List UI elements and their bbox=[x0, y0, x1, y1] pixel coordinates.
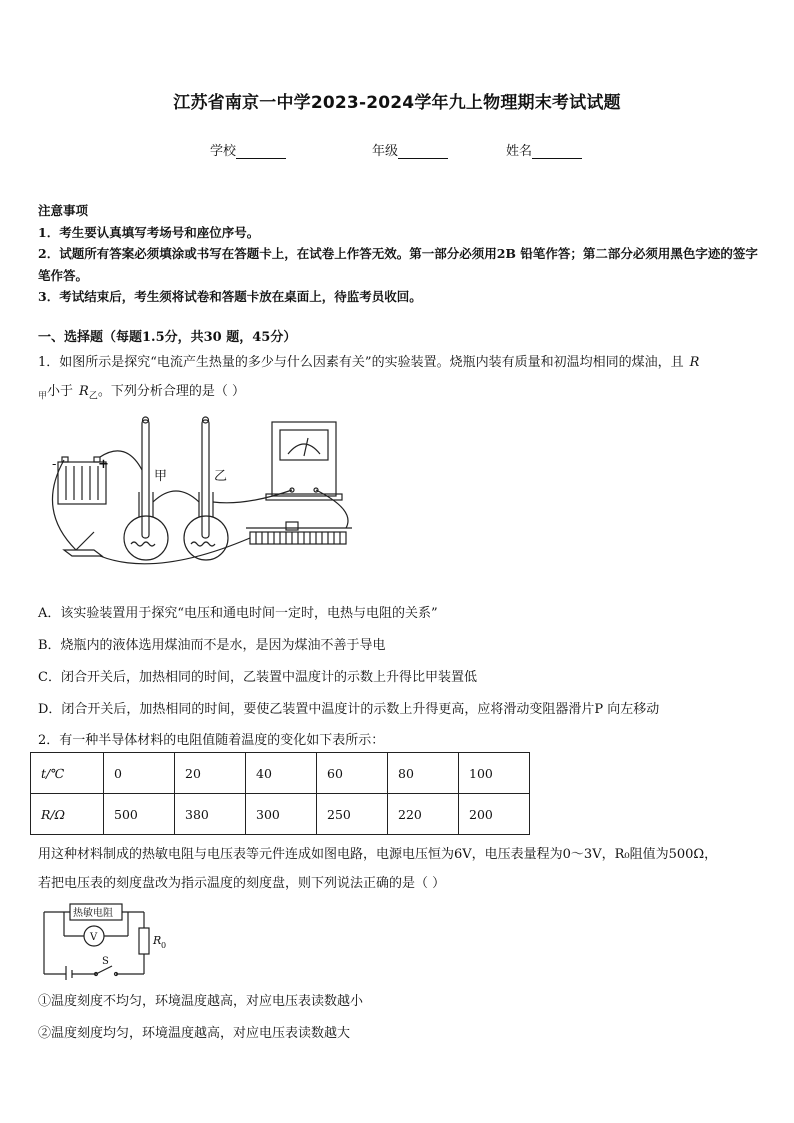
q1-option-a: A．该实验装置用于探究“电压和通电时间一定时，电热与电阻的关系” bbox=[38, 606, 438, 621]
page-title: 江苏省南京一中学2023-2024学年九上物理期末考试试题 bbox=[173, 93, 621, 113]
battery-plus-label: + bbox=[98, 457, 109, 472]
battery-minus-label: - bbox=[52, 457, 57, 472]
r-symbol: R bbox=[689, 355, 700, 370]
experiment-apparatus-figure bbox=[36, 410, 376, 580]
name-field bbox=[506, 140, 582, 159]
q1-option-b: B．烧瓶内的液体选用煤油而不是水，是因为煤油不善于导电 bbox=[38, 638, 386, 653]
switch-s-icon bbox=[96, 966, 112, 974]
notice-block bbox=[38, 200, 760, 308]
flask-jia-label: 甲 bbox=[154, 469, 168, 484]
q1-stem-part3: 。下列分析合理的是（ ） bbox=[97, 384, 245, 399]
flask-yi-label: 乙 bbox=[214, 469, 228, 484]
question-2-stem: 2．有一种半导体材料的电阻值随着温度的变化如下表所示： bbox=[38, 733, 385, 748]
notice-item: 3．考试结束后，考生须将试卷和答题卡放在桌面上，待监考员收回。 bbox=[38, 289, 422, 304]
table-row bbox=[31, 794, 530, 835]
q1-option-d: D．闭合开关后，加热相同的时间，要使乙装置中温度计的示数上升得更高，应将滑动变阻器滑片P 向左移动 bbox=[38, 702, 660, 717]
voltmeter-label: V bbox=[90, 932, 98, 943]
table-cell: t/℃ bbox=[31, 753, 104, 794]
r-yi-subscript: 乙 bbox=[88, 391, 98, 402]
table-cell: 250 bbox=[317, 794, 388, 835]
q2-text-line-2: 若把电压表的刻度盘改为指示温度的刻度盘，则下列说法正确的是（ ） bbox=[38, 876, 446, 891]
q1-stem-part1: 1．如图所示是探究“电流产生热量的多少与什么因素有关”的实验装置。烧瓶内装有质量和初温均相同的煤油，且 bbox=[38, 355, 684, 370]
circuit-diagram bbox=[36, 900, 176, 980]
switch-label: S bbox=[102, 956, 109, 967]
school-field bbox=[210, 140, 286, 159]
table-cell: 300 bbox=[246, 794, 317, 835]
r0-subscript: 0 bbox=[161, 941, 167, 950]
grade-blank bbox=[398, 144, 448, 159]
q1-stem-part2: 小于 bbox=[47, 384, 74, 399]
r0-resistor-icon bbox=[139, 928, 149, 954]
table-cell: 60 bbox=[317, 753, 388, 794]
thermistor-label: 热敏电阻 bbox=[73, 908, 113, 919]
table-row bbox=[31, 753, 530, 794]
r-symbol: R bbox=[79, 384, 89, 399]
notice-heading: 注意事项 bbox=[38, 203, 89, 218]
r0-label: R bbox=[153, 934, 162, 947]
r-jia-subscript: 甲 bbox=[38, 391, 48, 402]
thermometer-jia-icon bbox=[142, 420, 149, 538]
q2-statement-1: ①温度刻度不均匀，环境温度越高，对应电压表读数越小 bbox=[38, 994, 364, 1009]
question-2-text bbox=[38, 840, 766, 898]
table-cell: 20 bbox=[175, 753, 246, 794]
table-cell: 0 bbox=[104, 753, 175, 794]
school-label: 学校 bbox=[210, 144, 237, 159]
question-1-stem bbox=[38, 348, 758, 412]
name-label: 姓名 bbox=[506, 144, 533, 159]
grade-label: 年级 bbox=[372, 144, 399, 159]
table-cell: R/Ω bbox=[31, 794, 104, 835]
name-blank bbox=[532, 144, 582, 159]
q2-text-line-1: 用这种材料制成的热敏电阻与电压表等元件连成如图电路，电源电压恒为6V，电压表量程为0～3V，R₀阻值为500Ω， bbox=[38, 847, 718, 862]
table-cell: 80 bbox=[388, 753, 459, 794]
school-blank bbox=[236, 144, 286, 159]
grade-field bbox=[372, 140, 448, 159]
resistance-table bbox=[30, 752, 530, 835]
table-cell: 40 bbox=[246, 753, 317, 794]
switch-icon bbox=[64, 550, 102, 556]
thermometer-yi-icon bbox=[202, 420, 209, 538]
table-cell: 380 bbox=[175, 794, 246, 835]
notice-item: 1．考生要认真填写考场号和座位序号。 bbox=[38, 224, 260, 240]
table-cell: 220 bbox=[388, 794, 459, 835]
q1-option-c: C．闭合开关后，加热相同的时间，乙装置中温度计的示数上升得比甲装置低 bbox=[38, 670, 477, 685]
q2-statement-2: ②温度刻度均匀，环境温度越高，对应电压表读数越大 bbox=[38, 1026, 351, 1041]
notice-item: 2．试题所有答案必须填涂或书写在答题卡上，在试卷上作答无效。第一部分必须用2B 铅笔作答；第二部分必须用黑色字迹的签字笔作答。 bbox=[38, 246, 758, 283]
ammeter-icon bbox=[272, 422, 336, 496]
section-heading: 一、选择题（每题1.5分，共30 题，45分） bbox=[38, 330, 297, 345]
table-cell: 500 bbox=[104, 794, 175, 835]
table-cell: 100 bbox=[459, 753, 530, 794]
table-cell: 200 bbox=[459, 794, 530, 835]
